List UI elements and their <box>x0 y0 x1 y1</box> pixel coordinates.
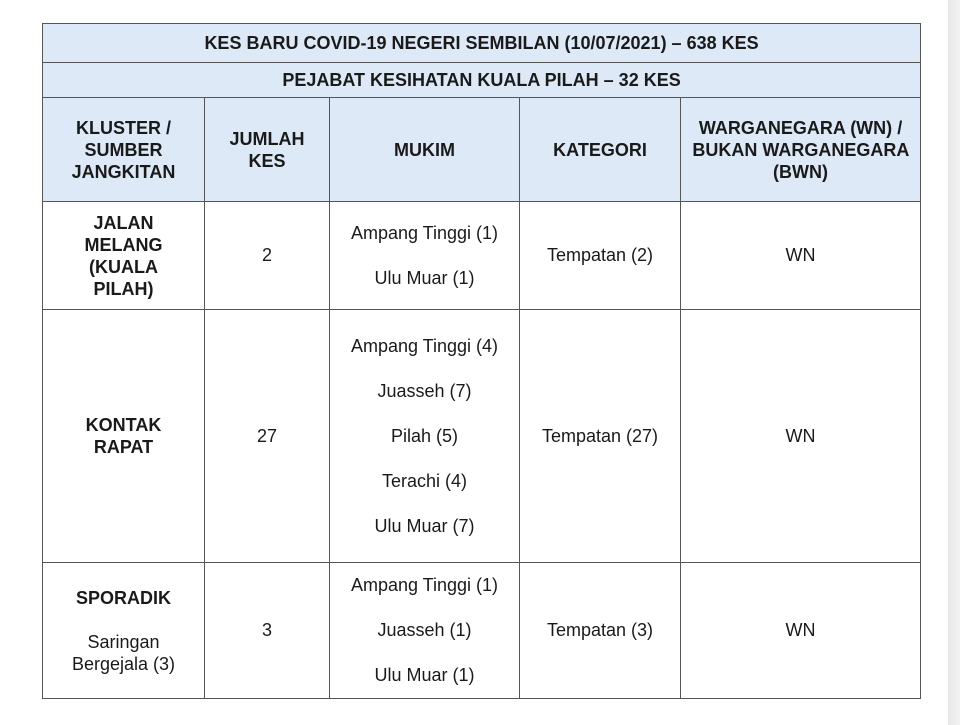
category-cell: Tempatan (2) <box>520 202 681 310</box>
cluster-note-line: Saringan <box>87 631 160 652</box>
citizenship-cell: WN <box>681 563 921 699</box>
cluster-note-line: Bergejala (3) <box>71 653 176 674</box>
header-kategori: KATEGORI <box>520 98 681 202</box>
header-jumlah-line: JUMLAH <box>229 128 305 149</box>
table-subtitle-row <box>43 63 921 98</box>
table-row <box>43 202 921 310</box>
mukim-line: Ampang Tinggi (1) <box>350 222 499 243</box>
cluster-line: KONTAK <box>85 415 162 435</box>
header-kluster-line: KLUSTER / <box>75 117 171 138</box>
column-header-row <box>43 98 921 202</box>
header-mukim: MUKIM <box>330 98 520 202</box>
cluster-line: SPORADIK <box>75 587 171 608</box>
citizenship-cell: WN <box>681 202 921 310</box>
header-jumlah <box>205 98 330 202</box>
mukim-line: Ulu Muar (1) <box>374 665 475 685</box>
mukim-line: Ampang Tinggi (1) <box>350 575 499 595</box>
cluster-note <box>47 631 200 675</box>
header-warga-line: WARGANEGARA <box>762 139 909 160</box>
mukim-line: Terachi (4) <box>381 470 468 491</box>
header-kluster-line: SUMBER <box>84 139 163 160</box>
citizenship-cell: WN <box>681 310 921 563</box>
header-warga-line: WARGANEGARA (WN) <box>698 117 893 138</box>
category-cell: Tempatan (3) <box>520 563 681 699</box>
page-edge <box>948 0 960 725</box>
table-row <box>43 563 921 699</box>
mukim-line: Juasseh (7) <box>377 380 472 401</box>
cluster-line: (KUALA <box>89 256 158 277</box>
table-subtitle: PEJABAT KESIHATAN KUALA PILAH – 32 KES <box>43 63 921 98</box>
cluster-line: PILAH) <box>93 278 154 299</box>
mukim-line: Juasseh (1) <box>377 620 472 640</box>
case-count-cell: 3 <box>205 563 330 699</box>
cluster-line: RAPAT <box>93 437 154 457</box>
mukim-line: Ulu Muar (7) <box>374 515 475 536</box>
mukim-line: Ampang Tinggi (4) <box>350 335 499 356</box>
category-cell: Tempatan (27) <box>520 310 681 563</box>
table-row <box>43 310 921 563</box>
covid-cases-table <box>42 23 921 699</box>
header-warga-line: (BWN) <box>773 161 829 182</box>
mukim-cell <box>330 202 520 310</box>
header-kluster <box>43 98 205 202</box>
mukim-line: Ulu Muar (1) <box>374 267 475 288</box>
table-title-row <box>43 24 921 63</box>
header-warga-line: / BUKAN <box>692 117 903 160</box>
table-title: KES BARU COVID-19 NEGERI SEMBILAN (10/07/2021) – 638 KES <box>43 24 921 63</box>
cluster-line: MELANG <box>84 234 163 255</box>
case-count-cell: 27 <box>205 310 330 563</box>
cluster-cell <box>43 202 205 310</box>
cluster-cell <box>43 563 205 699</box>
mukim-line: Pilah (5) <box>390 425 459 446</box>
header-warga <box>681 98 921 202</box>
cluster-cell <box>43 310 205 563</box>
case-count-cell: 2 <box>205 202 330 310</box>
mukim-cell <box>330 310 520 563</box>
mukim-cell <box>330 563 520 699</box>
header-jumlah-line: KES <box>248 150 286 171</box>
cluster-line: JALAN <box>93 212 154 233</box>
header-kluster-line: JANGKITAN <box>71 161 176 182</box>
